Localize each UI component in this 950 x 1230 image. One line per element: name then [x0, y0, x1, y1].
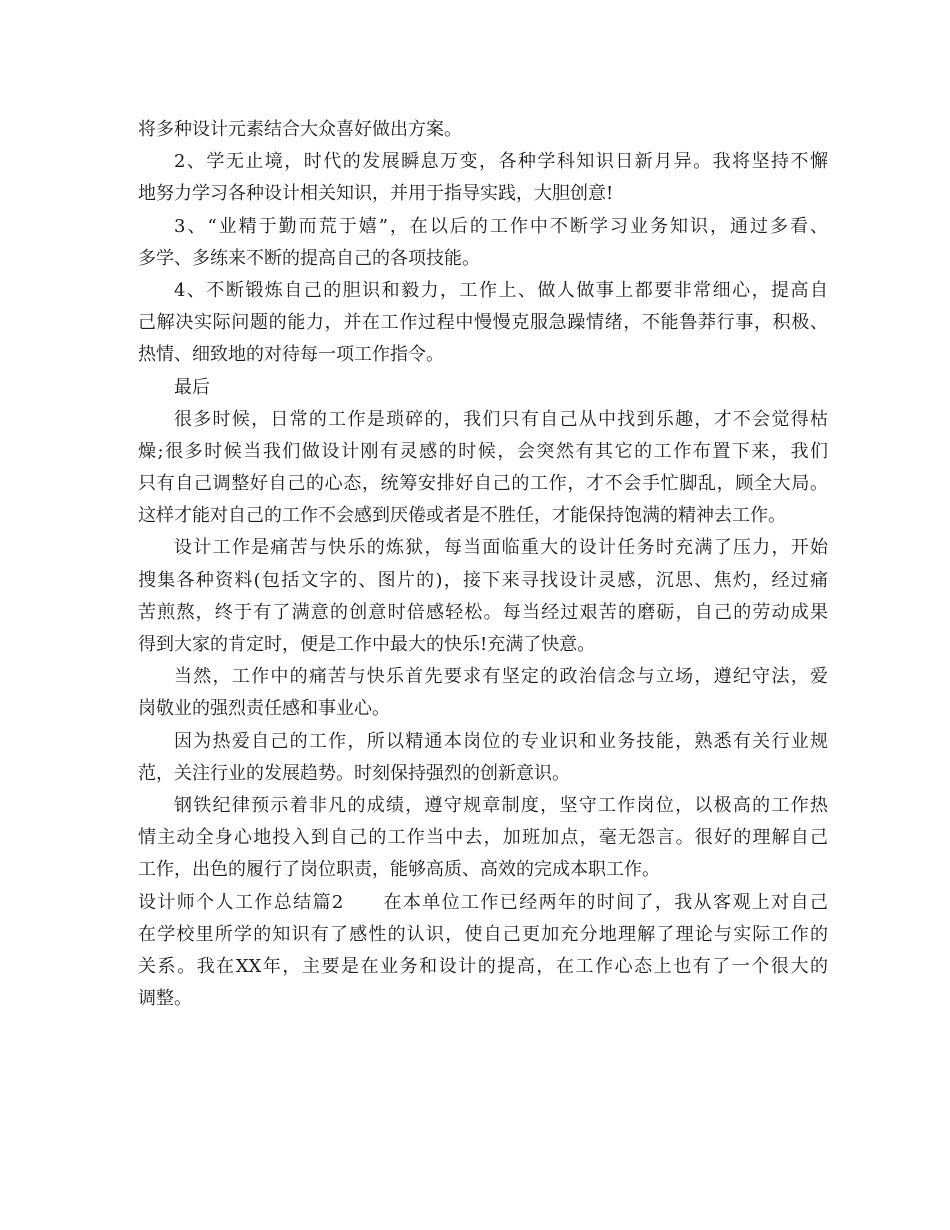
text-line: 范，关注行业的发展趋势。时刻保持强烈的创新意识。: [138, 762, 570, 784]
text-line: 钢铁纪律预示着非凡的成绩，遵守规章制度，坚守工作岗位，以极高的工作热: [174, 794, 828, 816]
text-line: 将多种设计元素结合大众喜好做出方案。: [138, 119, 462, 140]
text-line: 情主动全身心地投入到自己的工作当中去，加班加点，毫无怨言。很好的理解自己: [138, 827, 828, 849]
text-line: 设计师个人工作总结篇2 在本单位工作已经两年的时间了，我从客观上对自己: [138, 891, 828, 913]
text-line: 调整。: [138, 988, 192, 1010]
text-line: 燥;很多时候当我们做设计刚有灵感的时候，会突然有其它的工作布置下来，我们: [138, 440, 828, 462]
text-line: 因为热爱自己的工作，所以精通本岗位的专业识和业务技能，熟悉有关行业规: [174, 730, 828, 752]
text-line: 这样才能对自己的工作不会感到厌倦或者是不胜任，才能保持饱满的精神去工作。: [138, 505, 786, 527]
text-line: 岗敬业的强烈责任感和事业心。: [138, 698, 390, 720]
text-line: 只有自己调整好自己的心态，统筹安排好自己的工作，才不会手忙脚乱，顾全大局。: [138, 473, 828, 495]
text-line: 搜集各种资料(包括文字的、图片的)，接下来寻找设计灵感，沉思、焦灼，经过痛: [138, 569, 828, 591]
text-line: 很多时候，日常的工作是琐碎的，我们只有自己从中找到乐趣，才不会觉得枯: [174, 408, 828, 430]
text-line: 4、不断锻炼自己的胆识和毅力，工作上、做人做事上都要非常细心，提高自: [174, 279, 828, 301]
text-line: 3、“业精于勤而荒于嬉”，在以后的工作中不断学习业务知识，通过多看、: [174, 215, 828, 237]
text-line: 地努力学习各种设计相关知识，并用于指导实践，大胆创意!: [138, 183, 614, 205]
document-body: [138, 114, 828, 1015]
text-line: 当然，工作中的痛苦与快乐首先要求有坚定的政治信念与立场，遵纪守法，爱: [174, 666, 828, 688]
text-line: 最后: [174, 376, 210, 398]
text-line: 工作，出色的履行了岗位职责，能够高质、高效的完成本职工作。: [138, 859, 660, 881]
text-line: 己解决实际问题的能力，并在工作过程中慢慢克服急躁情绪，不能鲁莽行事，积极、: [138, 312, 828, 334]
text-line: 关系。我在XX年，主要是在业务和设计的提高，在工作心态上也有了一个很大的: [138, 955, 828, 977]
text-line: 设计工作是痛苦与快乐的炼狱，每当面临重大的设计任务时充满了压力，开始: [174, 537, 828, 559]
text-line: 苦煎熬，终于有了满意的创意时倍感轻松。每当经过艰苦的磨砺，自己的劳动成果: [138, 601, 828, 623]
text-line: 热情、细致地的对待每一项工作指令。: [138, 344, 444, 366]
text-line: 得到大家的肯定时，便是工作中最大的快乐!充满了快意。: [138, 634, 596, 655]
text-line: 多学、多练来不断的提高自己的各项技能。: [138, 247, 480, 269]
text-line: 2、学无止境，时代的发展瞬息万变，各种学科知识日新月异。我将坚持不懈: [174, 151, 828, 173]
text-line: 在学校里所学的知识有了感性的认识，使自己更加充分地理解了理论与实际工作的: [138, 923, 828, 945]
